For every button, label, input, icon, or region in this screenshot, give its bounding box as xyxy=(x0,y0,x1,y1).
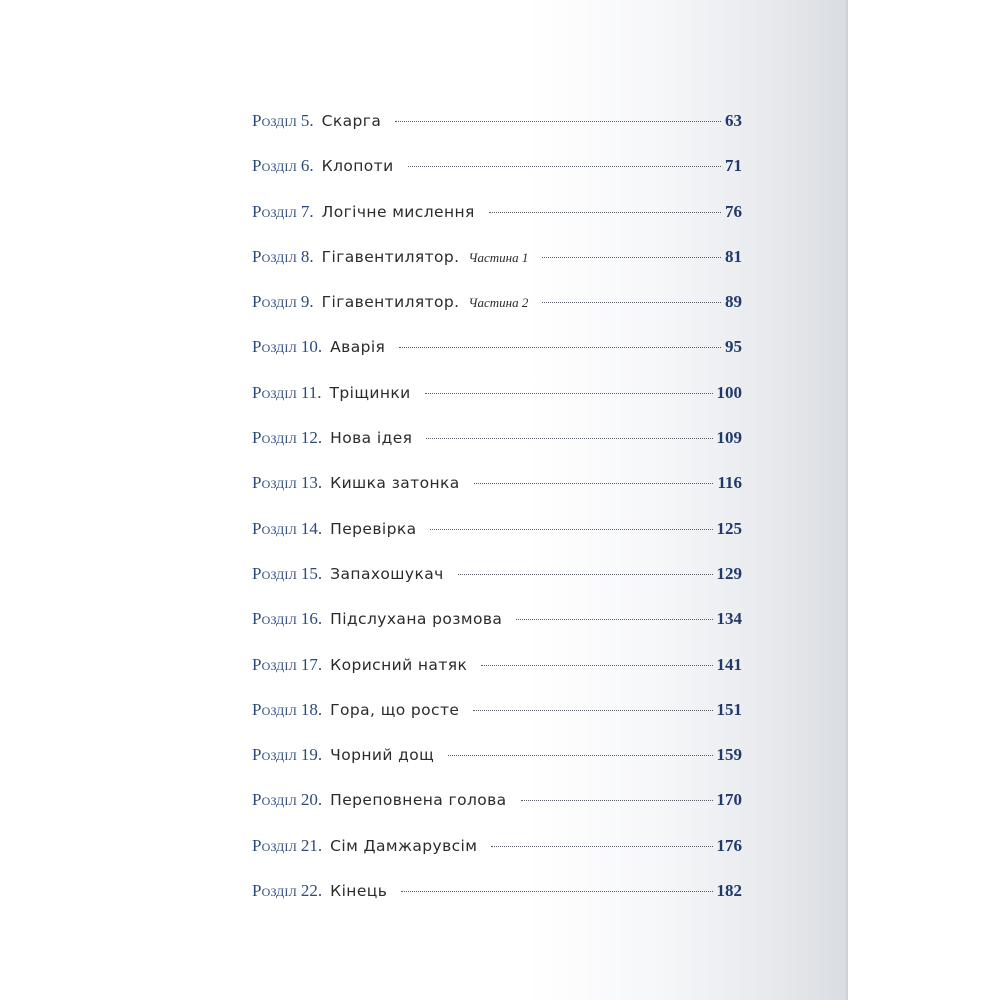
dot-leader xyxy=(408,166,721,167)
page-number: 151 xyxy=(716,699,742,719)
dot-leader xyxy=(481,665,712,666)
dot-leader xyxy=(426,438,712,439)
chapter-number: 10 xyxy=(300,337,318,357)
toc-entry xyxy=(252,559,742,604)
chapter-label: Розділ xyxy=(252,111,297,130)
dot-leader xyxy=(542,302,721,303)
chapter-number-period: . xyxy=(317,337,323,357)
toc-entry xyxy=(252,695,742,740)
toc-entry xyxy=(252,514,742,559)
chapter-number-period: . xyxy=(317,881,323,901)
chapter-number: 8 xyxy=(300,246,310,266)
page-number: 141 xyxy=(716,654,742,674)
chapter-label: Розділ xyxy=(252,745,297,765)
chapter-title: Гігавентилятор. xyxy=(321,293,460,312)
dot-leader xyxy=(425,393,713,394)
toc-entry xyxy=(252,423,742,468)
chapter-title: Кінець xyxy=(330,882,388,901)
chapter-number-period: . xyxy=(317,428,323,448)
chapter-title: Чорний дощ xyxy=(330,746,435,765)
chapter-title: Нова ідея xyxy=(330,429,413,448)
chapter-label: Розділ xyxy=(252,563,297,583)
chapter-title: Сім Дамжарувсім xyxy=(330,836,478,855)
page-number: 129 xyxy=(716,563,742,583)
toc-entry xyxy=(252,785,742,830)
page-number: 125 xyxy=(716,518,742,538)
chapter-label: Розділ xyxy=(252,699,297,719)
chapter-label: Розділ xyxy=(252,246,297,266)
chapter-label: Розділ xyxy=(252,428,297,448)
dot-leader xyxy=(473,710,712,711)
chapter-number-period: . xyxy=(317,518,323,538)
page-number: 89 xyxy=(725,292,742,312)
chapter-number: 15 xyxy=(300,563,318,583)
chapter-number-period: . xyxy=(317,473,323,493)
dot-leader xyxy=(516,619,712,620)
page-number: 116 xyxy=(717,473,742,493)
chapter-label: Розділ xyxy=(252,790,297,810)
chapter-label: Розділ xyxy=(252,382,297,402)
toc-entry xyxy=(252,468,742,513)
toc-entry xyxy=(252,876,742,921)
dot-leader xyxy=(399,347,721,348)
chapter-title: Клопоти xyxy=(321,157,394,176)
dot-leader xyxy=(542,257,721,258)
page-number: 134 xyxy=(716,609,742,629)
page-number: 76 xyxy=(725,201,742,221)
chapter-number: 22 xyxy=(300,881,318,901)
dot-leader xyxy=(448,755,712,756)
chapter-number: 19 xyxy=(300,745,318,765)
chapter-number: 17 xyxy=(300,654,318,674)
chapter-title: Логічне мислення xyxy=(321,202,475,221)
chapter-number-period: . xyxy=(309,156,314,176)
page-number: 81 xyxy=(725,246,742,266)
dot-leader xyxy=(521,800,713,801)
chapter-label: Розділ xyxy=(252,518,297,538)
chapter-number: 11 xyxy=(300,382,318,402)
toc-entry xyxy=(252,287,742,332)
chapter-label: Розділ xyxy=(252,473,297,493)
dot-leader xyxy=(401,891,712,892)
table-of-contents xyxy=(252,106,742,921)
chapter-title: Перевірка xyxy=(330,519,417,538)
chapter-label: Розділ xyxy=(252,201,297,221)
toc-entry xyxy=(252,197,742,242)
toc-entry xyxy=(252,650,742,695)
chapter-label: Розділ xyxy=(252,337,297,357)
toc-entry xyxy=(252,378,742,423)
page-number: 71 xyxy=(725,156,742,176)
page-number: 170 xyxy=(716,790,742,810)
chapter-title: Гора, що росте xyxy=(330,700,460,719)
chapter-number: 5 xyxy=(300,111,310,130)
page-number: 109 xyxy=(716,428,742,448)
toc-entry xyxy=(252,106,742,151)
chapter-title: Корисний натяк xyxy=(330,655,468,674)
chapter-number-period: . xyxy=(317,609,323,629)
chapter-label: Розділ xyxy=(252,156,297,176)
chapter-number: 20 xyxy=(300,790,318,810)
dot-leader xyxy=(395,121,721,122)
chapter-title: Скарга xyxy=(321,112,382,130)
chapter-number: 18 xyxy=(300,699,318,719)
chapter-number: 7 xyxy=(300,201,310,221)
toc-entry xyxy=(252,151,742,196)
chapter-number-period: . xyxy=(317,699,323,719)
chapter-title: Запахошукач xyxy=(330,564,444,583)
chapter-number-period: . xyxy=(317,382,322,402)
page-number: 159 xyxy=(716,745,742,765)
chapter-title: Підслухана розмова xyxy=(330,610,503,629)
chapter-part-label: Частина 2 xyxy=(468,295,529,311)
chapter-number-period: . xyxy=(317,790,323,810)
chapter-title: Аварія xyxy=(330,338,386,357)
chapter-label: Розділ xyxy=(252,835,297,855)
chapter-number-period: . xyxy=(317,654,323,674)
page-number: 100 xyxy=(716,382,742,402)
chapter-number-period: . xyxy=(309,201,314,221)
chapter-label: Розділ xyxy=(252,881,297,901)
chapter-number-period: . xyxy=(309,111,314,130)
page-number: 63 xyxy=(725,111,742,130)
chapter-number: 12 xyxy=(300,428,318,448)
chapter-number: 6 xyxy=(300,156,310,176)
chapter-number-period: . xyxy=(317,563,323,583)
page-number: 182 xyxy=(716,881,742,901)
dot-leader xyxy=(474,483,714,484)
dot-leader xyxy=(430,529,712,530)
chapter-number-period: . xyxy=(317,745,323,765)
page-number: 95 xyxy=(725,337,742,357)
chapter-number: 9 xyxy=(300,292,310,312)
dot-leader xyxy=(491,846,712,847)
toc-entry xyxy=(252,604,742,649)
chapter-label: Розділ xyxy=(252,292,297,312)
chapter-title: Гігавентилятор. xyxy=(321,247,460,266)
chapter-number: 16 xyxy=(300,609,318,629)
chapter-label: Розділ xyxy=(252,609,297,629)
chapter-number-period: . xyxy=(309,246,314,266)
dot-leader xyxy=(458,574,713,575)
chapter-number: 13 xyxy=(300,473,318,493)
chapter-title: Кишка затонка xyxy=(330,474,460,493)
page-number: 176 xyxy=(716,835,742,855)
chapter-title: Тріщинки xyxy=(329,383,411,402)
chapter-part-label: Частина 1 xyxy=(468,249,529,265)
chapter-number-period: . xyxy=(317,835,323,855)
toc-entry xyxy=(252,831,742,876)
toc-entry xyxy=(252,740,742,785)
toc-entry xyxy=(252,332,742,377)
chapter-number-period: . xyxy=(309,292,314,312)
chapter-title: Переповнена голова xyxy=(330,791,507,810)
dot-leader xyxy=(489,212,721,213)
chapter-number: 14 xyxy=(300,518,318,538)
toc-entry xyxy=(252,242,742,287)
chapter-label: Розділ xyxy=(252,654,297,674)
chapter-number: 21 xyxy=(300,835,318,855)
